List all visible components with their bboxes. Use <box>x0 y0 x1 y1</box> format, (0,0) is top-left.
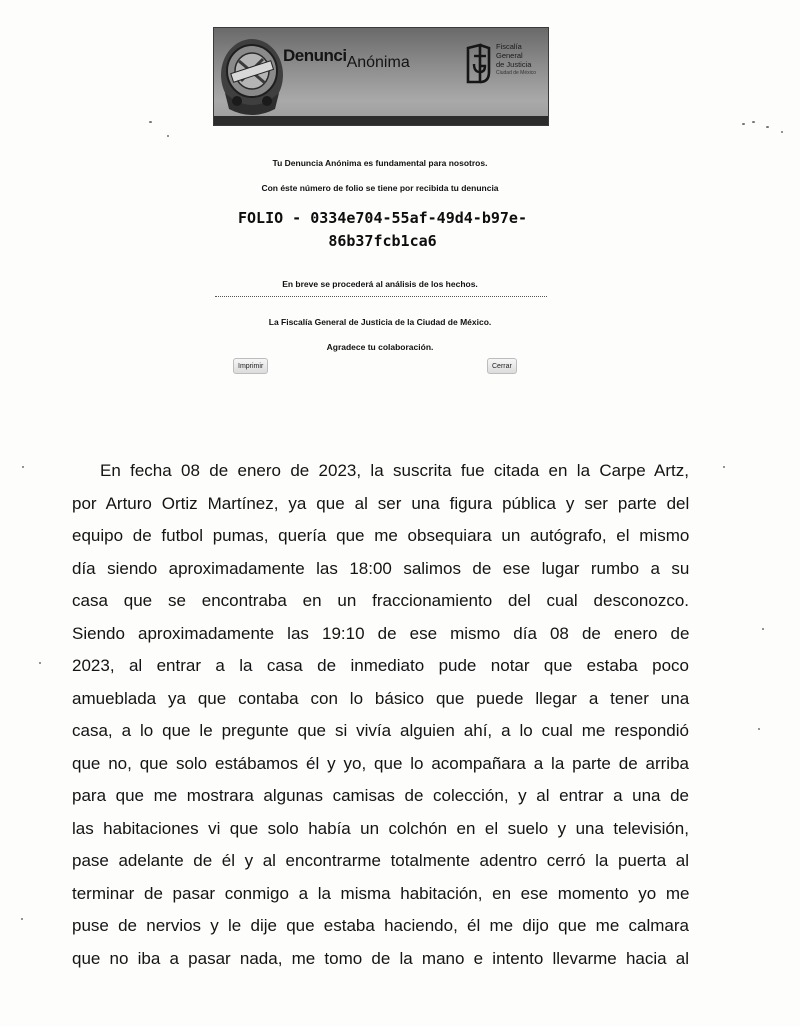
statement-line: casa que se encontraba en un fraccionamiento del cual desconozco. <box>72 591 689 610</box>
statement-line: amueblada ya que contaba con lo básico que puede llegar a tener una <box>72 688 690 708</box>
folio-line-1: FOLIO - 0334e704-55af-49d4-b97e- <box>238 209 527 227</box>
scan-speck <box>39 662 41 664</box>
fgj-org-line-3: de Justicia <box>496 60 532 69</box>
scan-speck <box>758 728 760 730</box>
statement-line: En fecha 08 de enero de 2023, la suscrita fue citada en la Carpe Artz, <box>100 461 689 480</box>
fgj-org-city: Ciudad de México <box>496 70 537 76</box>
receipt-intro: Tu Denuncia Anónima es fundamental para nosotros. <box>272 158 488 168</box>
receipt-institution: La Fiscalía General de Justicia de la Ciudad de México. <box>268 317 492 327</box>
fgj-org-name <box>496 42 549 77</box>
statement-line: por Arturo Ortiz Martínez, ya que al ser una figura pública y ser parte del <box>72 493 690 513</box>
scan-speck <box>22 466 24 468</box>
scan-speck <box>167 135 169 137</box>
scan-speck <box>723 466 725 468</box>
statement-paragraph <box>72 455 689 975</box>
scan-speck <box>781 131 783 133</box>
scan-speck <box>752 121 755 123</box>
statement-line: 2023, al entrar a la casa de inmediato pude notar que estaba poco <box>72 656 689 675</box>
statement-line: Siendo aproximadamente las 19:10 de ese mismo día 08 de enero de <box>72 623 690 643</box>
statement-line: equipo de futbol pumas, quería que me obsequiara un autógrafo, el mismo <box>72 526 690 545</box>
banner-title <box>283 46 410 71</box>
banner-title-bold: Denunci <box>283 46 347 65</box>
close-button[interactable]: Cerrar <box>487 358 517 374</box>
scan-speck <box>762 628 764 630</box>
statement-line: terminar de pasar conmigo a la misma habitación, en ese momento yo me <box>72 883 690 903</box>
folio-line-2: 86b37fcb1ca6 <box>328 232 437 250</box>
folio-number <box>210 207 555 253</box>
statement-line: las habitaciones vi que solo había un colchón en el suelo y una televisión, <box>72 818 689 838</box>
banner-bottom-strip <box>214 116 548 125</box>
receipt-divider <box>215 296 547 297</box>
statement-line: casa, a lo que le pregunte que si vivía alguien ahí, a lo cual me respondió <box>72 721 689 740</box>
banner-title-rest: Anónima <box>346 54 410 71</box>
denuncia-anonima-banner <box>213 27 549 126</box>
fgj-org-line-2: General <box>496 51 523 60</box>
scan-speck <box>766 126 769 128</box>
receipt-thanks: Agradece tu colaboración. <box>326 342 434 352</box>
receipt-folio-notice: Con éste número de folio se tiene por recibida tu denuncia <box>261 183 499 193</box>
scan-speck <box>149 121 152 123</box>
receipt-analysis-notice: En breve se procederá al análisis de los hechos. <box>282 279 478 289</box>
statement-line: para que me mostrara algunas camisas de colección, y al entrar a una de <box>72 786 689 805</box>
scan-speck <box>742 123 745 125</box>
scan-speck <box>21 918 23 920</box>
fgj-org-line-1: Fiscalía <box>496 42 522 51</box>
statement-line: que no, que solo estábamos él y yo, que lo acompañara a la parte de arriba <box>72 753 689 773</box>
statement-line: pase adelante de él y al encontrarme totalmente adentro cerró la puerta al <box>72 851 689 870</box>
statement-line: puse de nervios y le dije que estaba haciendo, él me dijo que me calmara <box>72 916 689 935</box>
fgj-logo-icon <box>464 42 492 86</box>
police-shield-emblem-icon <box>217 31 287 117</box>
statement-line: que no iba a pasar nada, me tomo de la mano e intento llevarme hacia al <box>72 948 690 968</box>
print-button[interactable]: Imprimir <box>233 358 268 374</box>
statement-line: día siendo aproximadamente las 18:00 salimos de ese lugar rumbo a su <box>72 558 690 578</box>
